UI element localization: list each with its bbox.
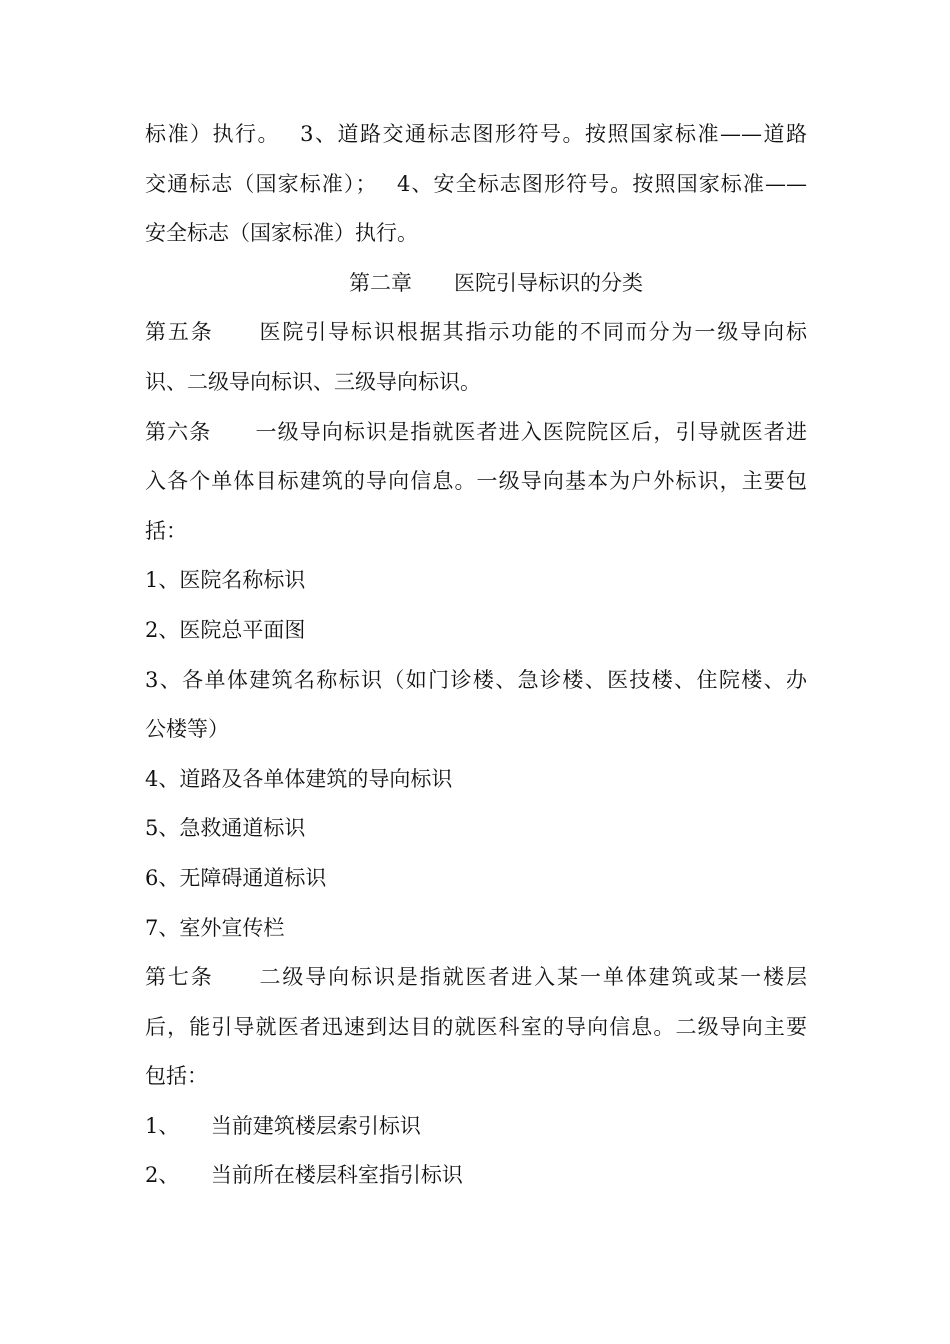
list-item: 2、医院总平面图 [145, 617, 306, 642]
text-line: 括： [145, 518, 187, 543]
text-line: 标准）执行。 3、道路交通标志图形符号。按照国家标准——道路 [145, 122, 807, 146]
document-body [145, 110, 807, 1201]
text-line: 公楼等） [145, 717, 229, 742]
list-item: 2、 当前所在楼层科室指引标识 [145, 1163, 463, 1188]
text-line: 识、二级导向标识、三级导向标识。 [145, 369, 481, 394]
text-line: 包括： [145, 1064, 208, 1089]
text-line: 安全标志（国家标准）执行。 [145, 221, 418, 246]
chapter-heading: 第二章 医院引导标识的分类 [349, 270, 643, 295]
article-line: 第五条 医院引导标识根据其指示功能的不同而分为一级导向标 [145, 320, 807, 345]
list-item: 1、医院名称标识 [145, 568, 306, 593]
list-item: 6、无障碍通道标识 [145, 865, 327, 890]
text-line: 后，能引导就医者迅速到达目的就医科室的导向信息。二级导向主要 [145, 1014, 807, 1039]
article-line: 第七条 二级导向标识是指就医者进入某一单体建筑或某一楼层 [145, 965, 807, 990]
list-item: 4、道路及各单体建筑的导向标识 [145, 766, 453, 791]
text-line: 交通标志（国家标准）； 4、安全标志图形符号。按照国家标准—— [145, 171, 807, 196]
list-item: 5、急救通道标识 [145, 816, 306, 841]
list-item: 1、 当前建筑楼层索引标识 [145, 1113, 421, 1138]
list-item: 7、室外宣传栏 [145, 915, 285, 940]
article-line: 第六条 一级导向标识是指就医者进入医院院区后，引导就医者进 [145, 419, 807, 444]
text-line: 入各个单体目标建筑的导向信息。一级导向基本为户外标识，主要包 [145, 469, 807, 494]
list-item: 3、各单体建筑名称标识（如门诊楼、急诊楼、医技楼、住院楼、办 [145, 667, 807, 692]
